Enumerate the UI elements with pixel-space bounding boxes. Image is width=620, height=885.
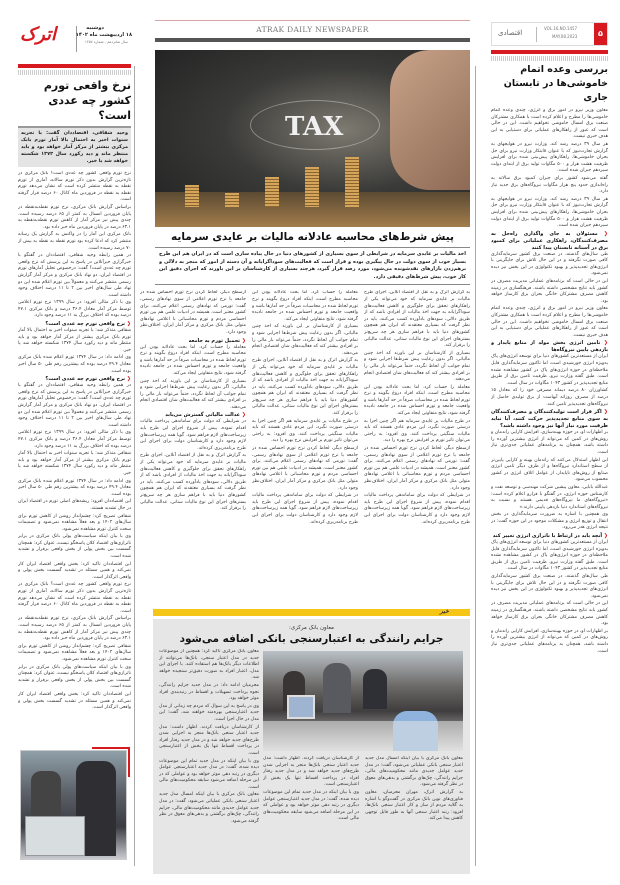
paragraph: ایران از مستعدترین کشورهای دنیا برای توسعه انرژی‌های پاک به‌ویژه انرژی خورشیدی است، اما تاکنون سرمایه‌گذاری قابل ملاحظه‌ای در حوزه انرژی‌های پاک در کشور مشاهده نشده است. طبق گفته وزارت نیرو، ظرفیت تامین برق از طریق منابع تجدیدپذیر در کشور ۱۰۴۳ مگاوات در سال است. [491,354,608,386]
paragraph: شقاقی تصریح کرد: چشم‌انداز روشن از کاهش تورم برای سال‌های ۱۴۰۲ و بعد فعلاً مشاهده نمی‌شود و تصمیمات سخت کنترل تورم مشاهده نمی‌شود. [18,643,131,662]
logo: اترک [20,24,57,45]
news-headline: جرایم رانندگی به اعتبارسنجی بانکی اضافه می‌شود [179,633,444,645]
masthead [18,18,134,62]
news-tag-bar [153,609,470,616]
right-subhead: ❮ تامین انرژی بخش مولد از منابع پایدار و بازدهی پایین نیروگاه‌ها [491,340,608,354]
news-col-mid [263,756,359,869]
paragraph: نرخ تورم واقعی کشور چه عددی است؟ بانک مرکزی در تازه‌ترین گزارش بدون ذکر تورم سالانه، آماری از تورم نقطه به نقطه منتشر کرده است که نشان می‌دهد تورم نقطه به نقطه در فروردین ماه کانال ۶۰ درصد قرار گرفته است. [18,171,131,203]
paragraph: نرخ تورم واقعی کشور چه عددی است؟ بانک مرکزی در تازه‌ترین گزارش بدون ذکر تورم سالانه، آماری از تورم نقطه به نقطه منتشر کرده است که نشان می‌دهد تورم نقطه به نقطه در فروردین ماه کانال ۶۰ درصد قرار گرفته است. [18,582,131,614]
header-bar [155,38,470,42]
left-subhead: ❮ نرخ واقعی تورم چه عددی است؟ [18,376,131,383]
main-article [140,290,470,606]
vol-no: VOL.16,NO.1457 [544,26,578,31]
main-lead-box [155,247,470,285]
paragraph: معاون بانک مرکزی با بیان اینکه امسال مدل جدید اعتبار سنجی بانکی عملیاتی می‌شود، گفت: در مدل جدید عوامل جدیدی مانند محکومیت‌های مالی، جرایم رانندگی، چک‌های برگشتی و بدهی‌های معوق در نظر گرفته می‌شود. [365,756,463,788]
column-divider [134,66,135,866]
left-lead: وحید شقاقی، اقتصاددان گفت: با تجربه سنوات اخیر به احتمال بالا آمار تورم بانک مرکزی بیشتر از مرکز آمار خواهد بود و باید منتظر ماند و دید رکورد سال ۱۳۷۴ شکسته خواهد شد یا خیر. [21,130,128,164]
paragraph: این در حالی است که برنامه‌های عملیاتی مدیریت مصرف در کشور باید نتایج مشخصی داشته باشند. فرهنگسازی در زمینه کاهش مصرف مشترکان خانگی بحران برق کارساز خواهد بود. [491,279,608,304]
paragraph: وی با بیان اینکه در مدل جدید تمام این موضوعات دیده شده، گفت: در مدل جدید اعتبارسنجی عوامل دیگری در رتبه دهی موثر خواهد بود و عواملی که در این مرحله اضافه می‌شود سابقه محکومیت‌های مالی است. [263,789,359,822]
paragraph: معامله را حساب کرد. اما بحث عادلانه بودن این محاسبه مطرح است، اینکه افراد دروغ بگویند و نرخ تورم لحاظ شده در محاسبات صرفاً در حد آمارها باشد و واقعیت جامعه و تورم احساس شده در جامعه نادیده گرفته شود، نتایج متفاوتی ایجاد می‌کند. [252,290,358,322]
paragraph: در شرایطی که دولت برای ساماندهی پرداخت مالیات اقدام نموده، پیش از شروع اجرای این طرح باید زیرساخت‌های لازم فراهم شود. گویا همه زیرساخت‌های لازم وجود دارد و کارشناسان دولت برای اجرای این طرح برنامه‌ریزی کرده‌اند. [140,419,246,451]
left-column [18,78,131,745]
paragraph: از کارشناسان دریافت کردند. اظهار داشت: مدل جدید اعتبار سنجی بانک‌ها منجر به اجرایی شدن طرح‌های جدید خواهد شد و در مدل جدید رفتار افراد در پرداخت اقساط تنها یک بخش از اعتبارسنجی است. [263,756,359,788]
paragraph: بر اظهارات او، در حوزه بهینه‌سازی، افزایش کارایی راندمان و روش‌های در کمین که می‌تواند از انرژی بیشترین آورده را داشته باشد، همچنان به برنامه‌های عملیاتی جدی‌تری نیاز است. [491,430,608,455]
paragraph: در همین رابطه وحید شقاقی، اقتصاددان در گفتگو با خبرگزاری خبرآنلاین در پاسخ به این پرسش که نرخ واقعی تورم چه عددی است؟ گفت: درخصوص تحلیل آمارهای تورم در اقتصاد ایران، دو نهاد بانک مرکزی و مرکز آمار گزارش رسمی منتشر می‌کنند و معمولاً بین تورم اعلام شده این دو نهاد طی سال‌های اخیر بین ۲ تا ۱۱ درصد اختلاف وجود داشته است. [18,383,131,428]
news-kicker: معاون بانک مرکزی: [289,625,334,631]
right-headline: بررسی وعده اتمام خاموشی‌ها در تابستان جاری [503,64,608,103]
stripe [491,56,608,61]
news-col-left [159,649,259,869]
main-headline: پیش شرط‌های محاسبه عادلانه مالیات بر عایدی سرمایه [171,231,454,243]
paragraph: معامله را حساب کرد. اما بحث عادلانه بودن این محاسبه مطرح است، اینکه افراد دروغ بگویند و نرخ تورم لحاظ شده در محاسبات صرفاً در حد آمارها باشد و واقعیت جامعه و تورم احساس شده در جامعه نادیده گرفته شود، نتایج متفاوتی ایجاد می‌کند. [364,384,470,417]
news-box [153,619,470,874]
right-subhead: ❮ مسئولان به جای واگذاری راه‌حل به مصرف‌کنندگان، راهکاری عملیاتی برای کمبود برق در آستانه تابستان پیدا کنند [491,231,608,252]
divider [76,26,77,52]
paragraph: در طرح مالیات بر عایدی سرمایه هم اگر چنین اجرا به درستی صورت نگیرد، این مردم عادی هستند که باید مالیات سنگینی پرداخت کنند. وی افزود: به راحتی می‌توان تاثیر تورم بر افزایش نرخ بهره را دید. [364,418,470,444]
paragraph: به گزارش اترک و به نقل از اقتصاد آنلاین، اجرای طرح مالیات بر عایدی سرمایه که خود می‌تواند یکی از راهکارهای تحقق برای جلوگیری و کاهش فعالیت‌های سوداگرایانه به جهت اخذ مالیات از افرادی باشد که از طریق دلالی، سودهای بادآورده کسب می‌کنند، باید در نظر گرفت که بسیاری معتقدند که ایران هم همچون کشورهای دنیا باید با فراهم سازی هر چه سریع‌تر بسترهای اجرای این نوع مالیات ستانی، عدالت مالیاتی را برقرار کند. [364,290,470,349]
paragraph: وی همچنین با اشاره به ضرورت سرمایه‌گذاری در بخش انتقال و توزیع انرژی و مشکلات موجود در این حوزه گفت: در نتیجه انرژی هدر می‌رود. [491,512,608,531]
paragraph: شقاقی تصریح کرد: چشم‌انداز روشن از کاهش تورم برای سال‌های ۱۴۰۲ و بعد فعلاً مشاهده نمی‌شود و تصمیمات سخت کنترل تورم مشاهده نمی‌شود. [18,513,131,532]
red-bar [491,50,608,54]
bank-photo [263,651,463,751]
paragraph: شقاقی متذکر شد: با تجربه سنوات اخیر به احتمال بالا آمار تورم بانک مرکزی بیشتر از مرکز آمار خواهد بود و باید منتظر ماند و دید رکورد سال ۱۳۷۴ شکسته خواهد شد یا خیر. [18,328,131,353]
issue-line: سال شانزدهم - شماره ۱۴۵۷ [84,40,128,44]
paragraph: این در حالی است که برنامه‌های عملیاتی مدیریت مصرف در کشور باید نتایج مشخصی داشته باشند. فرهنگسازی در زمینه کاهش مصرف مشترکان خانگی بحران برق کارساز خواهد بود. [491,601,608,627]
section-label: اقتصادی [498,29,523,37]
paragraph: بسیاری از کارشناسان بر این باورند که اخذ چنین مالیاتی، اگر بدون رعایت پیش شرط‌ها اجرایی شود و تمام جوانب آن لحاظ نگردد، حتماً می‌تواند بار مالی را بر افرادی بیشتر کند که فعالیت‌های شان اقتصادی انجام می‌دهند. [140,378,246,410]
paragraph: عبدالله بابایی، معاون پیشین شرکت مهندسی و توسعه نفت و کارشناس حوزه انرژی، در گفتگو با فرارو اعلام کرده است: «نیروگاه‌های ما نیروگاه‌های قدیمی هستند و نسبت به نیروگاه‌های استاندارد دنیا بازدهی پایینی دارند.» [491,484,608,510]
paragraph: وی با ذکر مثالی افزود: در سال ۱۳۹۹ نرخ تورم اعلامی توسط مرکز آمار معادل ۳۶.۴ درصد و بانک مرکزی ۴۷.۱ درصد بوده که اختلاف بزرگ به ۱۱ درصد وجود دارد. [18,430,131,449]
paragraph: معاون وزیر نیرو در امور برق و انرژی، چندی وعده اتمام خاموشی‌ها را مطرح و اعلام کرده است با همکاری مشترکان صنعت برق امسال خاموشی نخواهیم داشت. این در حالی است که عبور از راهکارهای عملیاتی برای دستیابی به این هدف خبری نیست. [491,306,608,338]
left-subhead: ❮ نرخ واقعی تورم چه عددی است؟ [18,321,131,328]
paragraph: این اظهار استدلال می‌کنند که راندمان بهینه و کارایی پایین‌تر از سطح استاندارد نیروگاه‌ها و از طرف دیگر تامین انرژی صنایع از روش‌های ناپایدار، از عوامل اتلاف انرژی در کشور محسوب می‌شود. [491,457,608,483]
date-en: MAY.08.2023 [552,34,578,39]
paragraph: وی با بیان اینکه سیاست‌های پولی بانک مرکزی در برابر ناترازی‌های اقتصاد کلان پاسخگو نیست، عنوان کرد: همچنان گسست بین بخش پولی از بخش واقعی برقرار و تشدید شده است. [18,534,131,560]
main-subhead: ❮ عدالت مالیاتی گسترش می‌یابد [140,412,246,419]
news-tag: خبر [440,608,449,615]
paragraph: بانک مرکزی این آمار را در واکنش به گزارش یک رسانه منتشر کرد که ادعا کرده بود تورم نقطه به نقطه به بیش از ۷۰ درصد رسیده است. [18,232,131,251]
paragraph: ازسطح دیگر، لحاظ کردن نرخ تورم احساس شده در جامعه یا نرخ تورم اعلامی از سوی نهادهای رسمی، گفت: تورمی که نهادهای رسمی اعلام می‌کنند، برای کشور معتبر است. همیشه در ادبیات علمی هم بین تورم احساسی مردم و تورم محاسباتی با اعلامی نهادهای متولی مثل بانک مرکزی و مرکز آمار ایران، اختلاف‌نظر وجود دارد. [140,290,246,335]
main-col-1 [364,290,470,606]
paragraph: بر اظهارات او، در حوزه بهینه‌سازی، افزایش کارایی راندمان و روش‌های در کمین که می‌تواند از انرژی بیشترین آورده را داشته باشد، همچنان به برنامه‌های عملیاتی جدی‌تری نیاز است. [491,628,608,654]
paragraph: هر سال ۳۹ درصد رشد کند. وزارت نیرو در هوایجهای به گزارش تجارت‌نیوز که با عنوان ۸ابتکار وزارت نیرو برای حل بحران خاموشی‌ها، راهکارهای پیش‌بینی شده برای افزایش ظرفیت هشت هزار و ۵۰۰ مگاوات تولید برق از ابتدای دولت سیزدهم جبران شده است. [491,141,608,174]
right-body [491,108,608,872]
photo-frame-corner [92,747,130,777]
left-body [18,171,131,745]
paragraph: طی سال‌های گذشته، در صنعت برق کشور سرمایه‌گذاری کافی صورت نگرفته و در این حال تلاش برای جایگزینی با انرژی‌های تجدیدپذیر و بهبود تکنولوژی در این بخش نیز دیده نمی‌شود. [491,251,608,277]
paragraph: بسیاری از کارشناسان بر این باورند که اخذ چنین مالیاتی، اگر بدون رعایت پیش شرط‌ها اجرایی شود و تمام جوانب آن لحاظ نگردد، حتماً می‌تواند بار مالی را بر افرادی بیشتر کند که فعالیت‌های شان اقتصادی انجام می‌دهند. [364,350,470,383]
paragraph: در شرایطی که دولت برای ساماندهی پرداخت مالیات اقدام نموده، پیش از شروع اجرای این طرح باید زیرساخت‌های لازم فراهم شود. گویا همه زیرساخت‌های لازم وجود دارد و کارشناسان دولت برای اجرای این طرح برنامه‌ریزی کرده‌اند. [364,493,470,525]
paragraph: بسیاری از کارشناسان بر این باورند که اخذ چنین مالیاتی، اگر بدون رعایت پیش شرط‌ها اجرایی شود و تمام جوانب آن لحاظ نگردد، حتماً می‌تواند بار مالی را بر افرادی بیشتر کند که فعالیت‌های شان اقتصادی انجام می‌دهند. [252,324,358,356]
main-subhead: ❮ تحمیل تورم به جامعه [140,338,246,345]
paragraph: وی با بیان اینکه در مدل جدید تمام این موضوعات دیده شده، گفت: در مدل جدید اعتبارسنجی عوامل دیگری در رتبه دهی موثر خواهد بود و عواملی که در این مرحله اضافه می‌شود سابقه محکومیت‌های مالی است. [159,758,259,790]
red-bar [18,64,131,68]
right-subhead: ❮ اگر قرار است تولیدکنندگان و مصرف‌کنندگان به سوی منابع تجدیدپذیر حرکت کنند، آیا نباید ظرفیت مورد نیاز آنها نیز وجود داشته باشد؟ [491,409,608,430]
left-lead-box [18,126,131,167]
paragraph: وی با بیان اینکه سیاست‌های پولی بانک مرکزی در برابر ناترازی‌های اقتصاد کلان پاسخگو نیست، عنوان کرد: همچنان گسست بین بخش پولی از بخش واقعی برقرار و تشدید شده است. [18,664,131,690]
paragraph: طی سال‌های گذشته، در صنعت برق کشور سرمایه‌گذاری کافی صورت نگرفته و در این حال تلاش برای جایگزینی با انرژی‌های تجدیدپذیر و بهبود تکنولوژی در این بخش نیز دیده نمی‌شود. [491,574,608,599]
paragraph: شقاقی متذکر شد: با تجربه سنوات اخیر به احتمال بالا آمار تورم بانک مرکزی بیشتر از مرکز آمار خواهد بود و باید منتظر ماند و دید رکورد سال ۱۳۷۴ شکسته خواهد شد یا خیر. [18,451,131,476]
main-story [140,230,470,606]
main-lead: اخذ مالیات بر عایدی سرمایه در شرایطی از سوی بسیاری از کشورهای دنیا در حال پیاده سازی است که در ایران هم این طرح بسیار خوب از سوی دولت در حال پیگیری بوده و قرار است که فعالیت‌های سوداگرایانه و آن دسته از امور که منجر به دلالی و برهم‌زدن بازارهای نقدشونده می‌شود، مورد رصد قرار گیرد، هرچند بسیاری از کارشناسان بر این باورند که اجرای دقیق این کار خوب، پیش شرط‌های دقیقی دارد. [159,251,466,280]
right-column [491,63,608,872]
day: دوشنبه [86,25,104,31]
left-headline: نرخ واقعی تورم کشور چه عددی است؟ [43,79,131,122]
tax-label: TAX [285,112,344,142]
paragraph: گفته می‌شود کشور برای جبران کمبود برق سالانه به راه‌اندازی حدود پنج هزار مگاوات نیروگاه‌های برق جدید نیاز دارد. [491,175,608,195]
paragraph: معامله را حساب کرد. اما بحث عادلانه بودن این محاسبه مطرح است، اینکه افراد دروغ بگویند و نرخ تورم لحاظ شده در محاسبات صرفاً در حد آمارها باشد و واقعیت جامعه و تورم احساس شده در جامعه نادیده گرفته شود، نتایج متفاوتی ایجاد می‌کند. [140,344,246,376]
main-col-2 [252,290,358,606]
paragraph: ازسطح دیگر، لحاظ کردن نرخ تورم احساس شده در جامعه یا نرخ تورم اعلامی از سوی نهادهای رسمی، گفت: تورمی که نهادهای رسمی اعلام می‌کنند، برای کشور معتبر است. همیشه در ادبیات علمی هم بین تورم احساسی مردم و تورم محاسباتی با اعلامی نهادهای متولی مثل بانک مرکزی و مرکز آمار ایران، اختلاف‌نظر وجود دارد. [364,446,470,491]
paragraph: معاون بانک مرکزی تاکید کرد: همچنین از موضوعات جدید در مدل اعتبار سنجی، بانک‌ها می‌توانند از اطلاعات دیگر بانک‌ها هم استفاده کنند. با اجرای این مدل، اعتبار افراد به صورت دقیق‌تر سنجیده خواهد شد. [159,649,259,681]
paragraph: وی ادامه داد: در سال ۱۳۷۴ تورم اعلام شده بانک مرکزی معادل ۴۹.۴ درصد بوده که بیشترین رقم طی ۵۰ سال اخیر بوده است. [18,478,131,497]
paragraph: در طرح مالیات بر عایدی سرمایه هم اگر چنین اجرا به درستی صورت نگیرد، این مردم عادی هستند که باید مالیات سنگینی پرداخت کنند. وی افزود: به راحتی می‌توان تاثیر تورم بر افزایش نرخ بهره را دید. [252,418,358,444]
paragraph: به گزارش اترک و به نقل از اقتصاد آنلاین، اجرای طرح مالیات بر عایدی سرمایه که خود می‌تواند یکی از راهکارهای تحقق برای جلوگیری و کاهش فعالیت‌های سوداگرایانه به جهت اخذ مالیات از افرادی باشد که از طریق دلالی، سودهای بادآورده کسب می‌کنند، باید در نظر گرفت که بسیاری معتقدند که ایران هم همچون کشورهای دنیا باید با فراهم سازی هر چه سریع‌تر بسترهای اجرای این نوع مالیات ستانی، عدالت مالیاتی را برقرار کند. [140,453,246,512]
stripe [18,70,131,75]
paragraph: هر سال ۳۹ درصد رشد کند. وزارت نیرو در هوایجهای به گزارش تجارت‌نیوز که با عنوان ۸ابتکار وزارت نیرو برای حل بحران خاموشی‌ها، راهکارهای پیش‌بینی شده برای افزایش ظرفیت هشت هزار و ۵۰۰ مگاوات تولید برق از ابتدای دولت سیزدهم جبران شده است. [491,196,608,229]
paragraph: براساس گزارش بانک مرکزی، نرخ تورم نقطه‌به‌نقطه در پایان فروردین امسال به کمتر از ۶۵ درصد رسیده است. چندی پیش نیز مرکز آمار از کاهش تورم نقطه‌به‌نقطه به ۶۳.۱ درصد در پایان فروردین ماه خبر داده بود. [18,204,131,230]
paragraph: به گزارش اترک، مهران محرمیان، معاون فناوری‌های نوین بانک مرکزی در گفت‌وگو با اشاره به گلایه مردم از ساز و کار اعتبار سنجی بانک‌ها، افزود: رتبه اعتبار سنجی آنها به طور قابل توجهی کاهش پیدا می‌کند. [365,789,463,822]
paragraph: در شرایطی که دولت برای ساماندهی پرداخت مالیات اقدام نموده، پیش از شروع اجرای این طرح باید زیرساخت‌های لازم فراهم شود. گویا همه زیرساخت‌های لازم وجود دارد و کارشناسان دولت برای اجرای این طرح برنامه‌ریزی کرده‌اند. [252,493,358,525]
paragraph: در همین رابطه وحید شقاقی، اقتصاددان در گفتگو با خبرگزاری خبرآنلاین در پاسخ به این پرسش که نرخ واقعی تورم چه عددی است؟ گفت: درخصوص تحلیل آمارهای تورم در اقتصاد ایران، دو نهاد بانک مرکزی و مرکز آمار گزارش رسمی منتشر می‌کنند و معمولاً بین تورم اعلام شده این دو نهاد طی سال‌های اخیر بین ۲ تا ۱۱ درصد اختلاف وجود داشته است. [18,253,131,298]
paragraph: کشاورزان ۸۰ درصد دیماند مصرفی خود را که معادل ۱۵ درصد از مصرف روزانه آبهاست از برق تولیدی حاصل از نیروگاه‌های تجدیدپذیر تامین کنند. [491,388,608,407]
paragraph: معاون وزیر نیرو در امور برق و انرژی، چندی وعده اتمام خاموشی‌ها را مطرح و اعلام کرده است با همکاری مشترکان صنعت برق امسال خاموشی نخواهیم داشت. این در حالی است که عبور از راهکارهای عملیاتی برای دستیابی به این هدف خبری نیست. [491,108,608,140]
date-fa: ۱۸ اردیبهشت ماه ۱۴۰۲ [75,32,132,38]
main-col-3 [140,290,246,606]
news-col-right [365,756,463,869]
tax-photo [155,50,470,227]
news-content [153,649,470,874]
right-subhead: ❮ آنچه باید در ارتباط با ناترازی انرژی تغییر کند [491,533,608,540]
page-number: ۵ [594,23,607,45]
page-header [491,22,608,46]
paper-name: ATRAK DAILY NEWSPAPER [256,25,369,34]
paragraph: وی با ذکر مثالی افزود: در سال ۱۳۹۹ نرخ تورم اعلامی توسط مرکز آمار معادل ۳۶.۴ درصد و بانک مرکزی ۴۷.۱ درصد بوده که اختلاف بزرگ به ۱۱ درصد وجود دارد. [18,300,131,319]
paragraph: به گزارش اترک و به نقل از اقتصاد آنلاین، اجرای طرح مالیات بر عایدی سرمایه که خود می‌تواند یکی از راهکارهای تحقق برای جلوگیری و کاهش فعالیت‌های سوداگرایانه به جهت اخذ مالیات از افرادی باشد که از طریق دلالی، سودهای بادآورده کسب می‌کنند، باید در نظر گرفت که بسیاری معتقدند که ایران هم همچون کشورهای دنیا باید با فراهم سازی هر چه سریع‌تر بسترهای اجرای این نوع مالیات ستانی، عدالت مالیاتی را برقرار کند. [252,358,358,417]
paragraph: معاون بانک مرکزی با بیان اینکه امسال مدل جدید اعتبار سنجی بانکی عملیاتی می‌شود، گفت: در مدل جدید عوامل جدیدی مانند محکومیت‌های مالی، جرایم رانندگی، چک‌های برگشتی و بدهی‌های معوق در نظر گرفته می‌شود. [159,792,259,824]
paragraph: از کارشناسان دریافت کردند. اظهار داشت: مدل جدید اعتبار سنجی بانک‌ها منجر به اجرایی شدن طرح‌های جدید خواهد شد و در مدل جدید رفتار افراد در پرداخت اقساط تنها یک بخش از اعتبارسنجی است. [159,724,259,756]
paragraph: این اقتصاددان تاکید کرد: بخش واقعی اقتصاد ایران کار نمی‌کند و همین مسئله در تشدید گسست بخش پولی و واقعی اثرگذار است. [18,561,131,580]
paragraph: محرمیان ادامه داد: در مدل جدید جرایم رانندگی، نحوه پرداخت تسهیلات و اقساط در رتبه‌بندی افراد موثر خواهد بود. [159,682,259,702]
paragraph: ایران از مستعدترین کشورهای دنیا برای توسعه انرژی‌های پاک به‌ویژه انرژی خورشیدی است، اما تاکنون سرمایه‌گذاری قابل ملاحظه‌ای در حوزه انرژی‌های پاک در کشور مشاهده نشده است. طبق گفته وزارت نیرو، ظرفیت تامین برق از طریق منابع تجدیدپذیر در کشور ۱۰۴۳ مگاوات در سال است. [491,540,608,572]
paragraph: ازسطح دیگر، لحاظ کردن نرخ تورم احساس شده در جامعه یا نرخ تورم اعلامی از سوی نهادهای رسمی، گفت: تورمی که نهادهای رسمی اعلام می‌کنند، برای کشور معتبر است. همیشه در ادبیات علمی هم بین تورم احساسی مردم و تورم محاسباتی با اعلامی نهادهای متولی مثل بانک مرکزی و مرکز آمار ایران، اختلاف‌نظر وجود دارد. [252,446,358,491]
paragraph: وی ادامه داد: در سال ۱۳۷۴ تورم اعلام شده بانک مرکزی معادل ۴۹.۴ درصد بوده که بیشترین رقم طی ۵۰ سال اخیر بوده است. [18,355,131,374]
paragraph: براساس گزارش بانک مرکزی، نرخ تورم نقطه‌به‌نقطه در پایان فروردین امسال به کمتر از ۶۵ درصد رسیده است. چندی پیش نیز مرکز آمار از کاهش تورم نقطه‌به‌نقطه به ۶۳.۱ درصد در پایان فروردین ماه خبر داده بود. [18,616,131,642]
paragraph: وی در پاسخ به این سوال که مردم چه زمانی از مدل جدید اعتبارسنجی بهره‌مند خواهند شد، گفت: این مدل در حال اجرا است. [159,703,259,722]
paragraph: این اقتصاددان افزود: ریشه‌های اصلی تورم در اقتصاد ایران در حال تشدید هستند. [18,499,131,511]
column-divider [475,66,476,866]
paragraph: این اقتصاددان تاکید کرد: بخش واقعی اقتصاد ایران کار نمی‌کند و همین مسئله در تشدید گسست بخش پولی و واقعی اثرگذار است. [18,691,131,711]
